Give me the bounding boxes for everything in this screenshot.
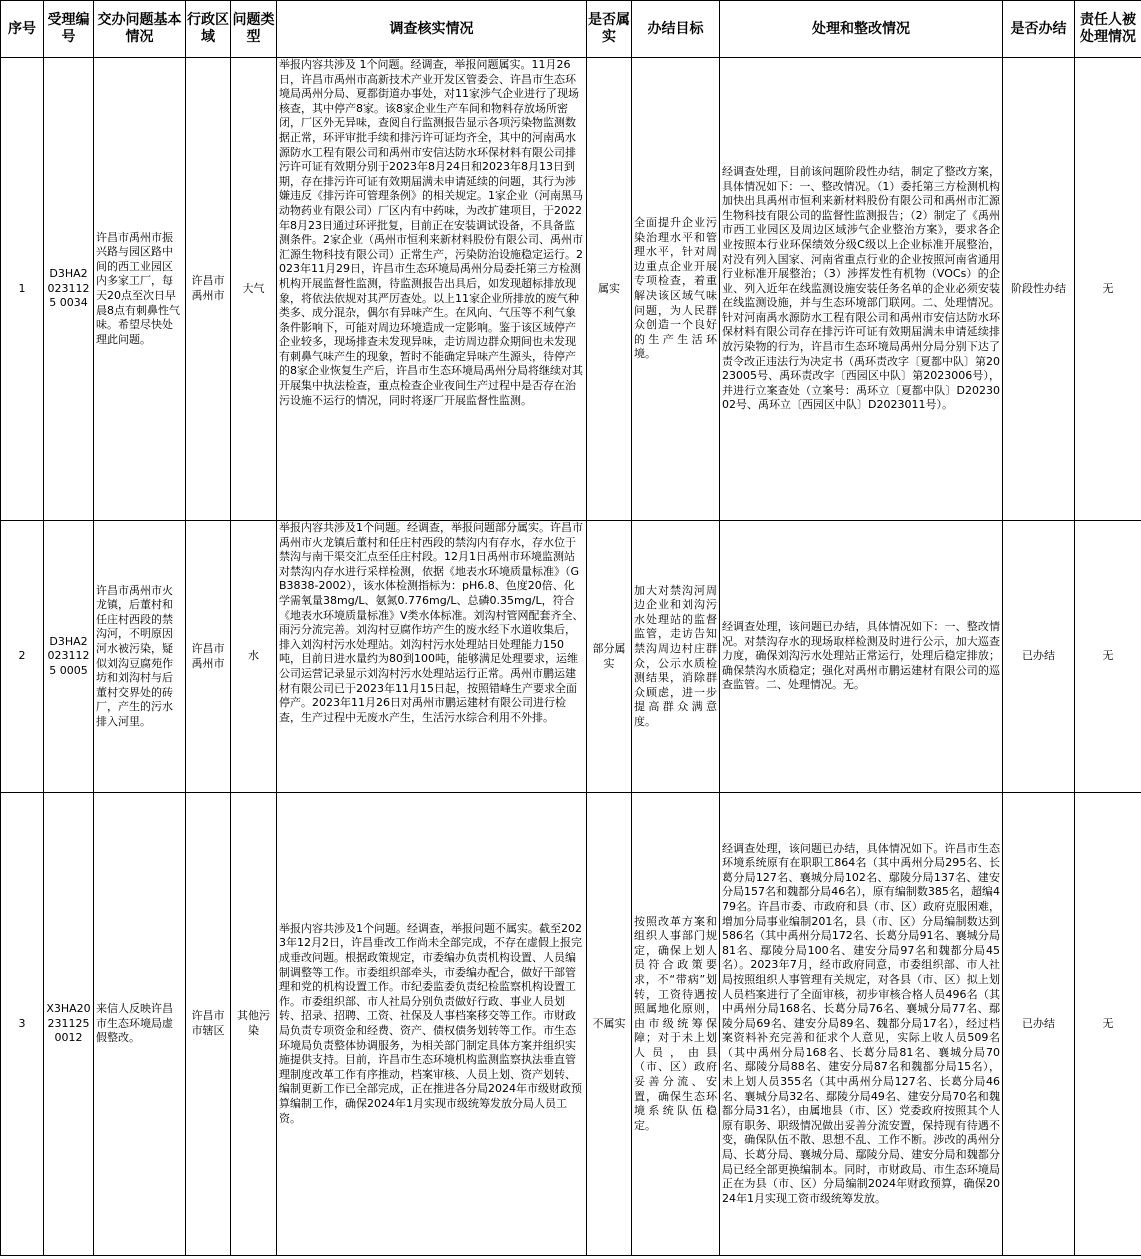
cell-region: 许昌市市辖区 xyxy=(186,793,231,1256)
cell-issue: 许昌市禹州市火龙镇，后董村和任庄村西段的禁沟河，不明原因河水被污染，疑似刘沟豆腐苑作坊和刘沟村与后董村交界处的砖厂，产生的污水排入河里。 xyxy=(94,521,186,793)
cell-seq: 1 xyxy=(1,58,44,521)
cell-region: 许昌市禹州市 xyxy=(186,521,231,793)
cell-seq: 2 xyxy=(1,521,44,793)
table-row xyxy=(1,58,1141,521)
cell-type: 其他污染 xyxy=(231,793,277,1256)
cell-accountability: 无 xyxy=(1075,58,1141,521)
cell-handling: 经调查处理，该问题已办结，具体情况如下。许昌市生态环境系统原有在职职工864名（其中禹州分局295名、长葛分局127名、襄城分局102名、鄢陵分局137名、建安分局157名和魏都分局46名），原有编制数385名，超编479名。许昌市委、市政府和县（市、区）政府克服困难，增加分局事业编制201名，县（市、区）分局编制数达到586名（其中禹州分局172名、长葛分局91名、襄城分局81名、鄢陵分局100名、建安分局97名和魏都分局45名）。2023年7月，经市政府同意，市委组织部、市人社局按照组织人事管理有关规定，对各县（市、区）拟上划人员档案进行了全面审核，初步审核合格人员496名（其中禹州分局168名、长葛分局76名、襄城分局77名、鄢陵分局69名、建安分局89名、魏都分局17名），经过档案资料补充完善和征求个人意见，实际上收人员509名（其中禹州分局168名、长葛分局81名、襄城分局70名、鄢陵分局88名、建安分局87名和魏都分局15名），未上划人员355名（其中禹州分局127名、长葛分局46名、襄城分局32名、鄢陵分局49名、建安分局70名和魏都分局31名），由属地县（市、区）党委政府按照其个人原有职务、职级情况做出妥善分流安置，保持现有待遇不变，确保队伍不散、思想不乱、工作不断。涉改的禹州分局、长葛分局、襄城分局、鄢陵分局、建安分局和魏都分局已经全部更换编制本。同时，市财政局、市生态环境局正在为县（市、区）分局编制2024年财政预算，确保2024年1月实现工资市级统筹发放。 xyxy=(720,793,1003,1256)
header-row xyxy=(1,1,1141,58)
header-issue: 交办问题基本情况 xyxy=(94,1,186,58)
header-verified: 是否属实 xyxy=(587,1,632,58)
header-accountability: 责任人被处理情况 xyxy=(1075,1,1141,58)
cell-verified: 不属实 xyxy=(587,793,632,1256)
cell-accountability: 无 xyxy=(1075,793,1141,1256)
cell-closed: 已办结 xyxy=(1003,521,1075,793)
header-seq: 序号 xyxy=(1,1,44,58)
cell-goal: 全面提升企业污染治理水平和管理水平，针对周边重点企业开展专项检查，着重解决该区域气味问题，为人民群众创造一个良好的生产生活环境。 xyxy=(632,58,720,521)
cell-closed: 阶段性办结 xyxy=(1003,58,1075,521)
cell-accountability: 无 xyxy=(1075,521,1141,793)
cell-ticket: X3HA20231125 0012 xyxy=(44,793,94,1256)
cell-type: 大气 xyxy=(231,58,277,521)
header-investigation: 调查核实情况 xyxy=(277,1,587,58)
cell-issue: 来信人反映许昌市生态环境局虚假整改。 xyxy=(94,793,186,1256)
table-row xyxy=(1,793,1141,1256)
cell-type: 水 xyxy=(231,521,277,793)
cell-verified: 部分属实 xyxy=(587,521,632,793)
header-closed: 是否办结 xyxy=(1003,1,1075,58)
cell-goal: 加大对禁沟河周边企业和刘沟污水处理站的监督监管，走访告知禁沟周边村庄群众，公示水质检测结果，消除群众顾虑，进一步提高群众满意度。 xyxy=(632,521,720,793)
header-handling: 处理和整改情况 xyxy=(720,1,1003,58)
cell-goal: 按照改革方案和组织人事部门规定，确保上划人员符合政策要求，不“带病”划转，工资待遇按照属地化原则，由市级统筹保障；对于未上划人员，由县（市、区）政府妥善分流、安置，确保生态环境系统队伍稳定。 xyxy=(632,793,720,1256)
cell-investigation: 举报内容共涉及 1个问题。经调查，举报问题属实。11月26日，许昌市禹州市高新技术产业开发区管委会、许昌市生态环境局禹州分局、夏都街道办事处，对11家涉气企业进行了现场核查，其中停产8家。该8家企业生产车间和物料存放场所密闭，厂区外无异味，查阅自行监测报告显示各项污染物监测数据正常，环评审批手续和排污许可证均齐全，其中的河南禹水源防水工程有限公司和禹州市安信达防水环保材料有限公司排污许可证有效期分别于2023年8月24日和2023年8月13日到期，存在排污许可证有效期届满未申请延续的问题，其行为涉嫌违反《排污许可管理条例》的相关规定。1家企业（河南黑马动物药业有限公司）厂区内有中药味，为改扩建项目，于2022年8月23日通过环评批复，目前正在安装调试设备，不具备监测条件。2家企业（禹州市恒利来新材料股份有限公司、禹州市汇源生物科技有限公司）正常生产，污染防治设施稳定运行。2023年11月29日，许昌市生态环境局禹州分局委托第三方检测机构开展监督性监测，待监测报告出具后，如发现超标排放现象，将依法依规对其严厉查处。以上11家企业所排放的废气种类多、成分混杂，偶尔有异味产生。在风向、气压等不利气象条件影响下，可能对周边环境造成一定影响。鉴于该区域停产企业较多，现场排查未发现异味，走访周边群众期间也未发现有刺鼻气味产生的现象，暂时不能确定异味产生源头，待停产的8家企业恢复生产后，许昌市生态环境局禹州分局将继续对其开展集中执法检查，重点检查企业夜间生产过程中是否存在治污设施不运行的情况，同时将逐厂开展监督性监测。 xyxy=(277,58,587,521)
cell-issue: 许昌市禹州市振兴路与园区路中间的西工业园区内多家工厂，每天20点至次日早晨8点有刺鼻性气味。希望尽快处理此问题。 xyxy=(94,58,186,521)
cell-investigation: 举报内容共涉及1个问题。经调查，举报问题部分属实。许昌市禹州市火龙镇后董村和任庄村西段的禁沟内有存水，存水位于禁沟与南干渠交汇点至任庄村段。12月1日禹州市环境监测站对禁沟内存水进行采样检测，依据《地表水环境质量标准》（GB3838-2002），该水体检测指标为：pH6.8、色度20倍、化学需氧量38mg/L、氨氮0.776mg/L、总磷0.35mg/L，符合《地表水环境质量标准》V类水体标准。刘沟村管网配套齐全、雨污分流完善。刘沟村豆腐作坊产生的废水经下水道收集后，排入刘沟村污水处理站。刘沟村污水处理站日处理能力150吨，目前日进水量约为80到100吨，能够满足处理要求，运维公司运营记录显示刘沟村污水处理站运行正常。禹州市鹏运建材有限公司已于2023年11月15日起，按照错峰生产要求全面停产。2023年11月26日对禹州市鹏运建材有限公司进行检查，生产过程中无废水产生，生活污水综合利用不外排。 xyxy=(277,521,587,793)
header-type: 问题类型 xyxy=(231,1,277,58)
cell-ticket: D3HA20231125 0034 xyxy=(44,58,94,521)
header-region: 行政区域 xyxy=(186,1,231,58)
cell-verified: 属实 xyxy=(587,58,632,521)
table-row xyxy=(1,521,1141,793)
header-goal: 办结目标 xyxy=(632,1,720,58)
cell-region: 许昌市禹州市 xyxy=(186,58,231,521)
cell-closed: 已办结 xyxy=(1003,793,1075,1256)
cell-handling: 经调查处理，该问题已办结，具体情况如下：一、整改情况。对禁沟存水的现场取样检测及时进行公示，加大巡查力度，确保刘沟污水处理站正常运行，处理后稳定排放；确保禁沟水质稳定；强化对禹州市鹏运建材有限公司的巡查监管。二、处理情况。无。 xyxy=(720,521,1003,793)
cell-handling: 经调查处理，目前该问题阶段性办结，制定了整改方案，具体情况如下：一、整改情况。（1）委托第三方检测机构加快出具禹州市恒利来新材料股份有限公司和禹州市汇源生物科技有限公司的监督性监测报告；（2）制定了《禹州市西工业园区及周边区域涉气企业整治方案》，要求各企业按照本行业环保绩效分级C级以上企业标准开展整治，对没有列入国家、河南省重点行业的企业按照河南省通用行业标准开展整治；（3）涉挥发性有机物（VOCs）的企业、列入近年在线监测设施安装任务名单的企业必须安装在线监测设施，并与生态环境部门联网。二、处理情况。针对河南禹水源防水工程有限公司和禹州市安信达防水环保材料有限公司存在排污许可证有效期届满未申请延续排放污染物的行为，许昌市生态环境局禹州分局分别下达了责令改正违法行为决定书（禹环责改字〔夏都中队〕第2023005号、禹环责改字〔西园区中队〕第2023006号），并进行立案查处（立案号：禹环立〔夏都中队〕D2023002号、禹环立〔西园区中队〕D2023011号）。 xyxy=(720,58,1003,521)
header-ticket: 受理编号 xyxy=(44,1,94,58)
cell-investigation: 举报内容共涉及1个问题。经调查，举报问题不属实。截至2023年12月2日，许昌垂改工作尚未全部完成，不存在虚假上报完成垂改问题。根据政策规定，市委编办负责机构设置、人员编制调整等工作。市委组织部牵头，市委编办配合，做好干部管理和党的机构设置工作。市纪委监委负责纪检监察机构设置工作。市委组织部、市人社局分别负责做好行政、事业人员划转、招录、招聘、工资、社保及人事档案移交等工作。市财政局负责专项资金和经费、资产、债权债务划转等工作。市生态环境局负责整体协调服务，为相关部门制定具体方案并组织实施提供支持。目前，许昌市生态环境机构监测监察执法垂直管理制度改革工作有序推动，档案审核、人员上划、资产划转、编制更新工作已全部完成，正在推进各分局2024年市级财政预算编制工作，确保2024年1月实现市级统筹发放分局人员工资。 xyxy=(277,793,587,1256)
cell-seq: 3 xyxy=(1,793,44,1256)
cell-ticket: D3HA20231125 0005 xyxy=(44,521,94,793)
